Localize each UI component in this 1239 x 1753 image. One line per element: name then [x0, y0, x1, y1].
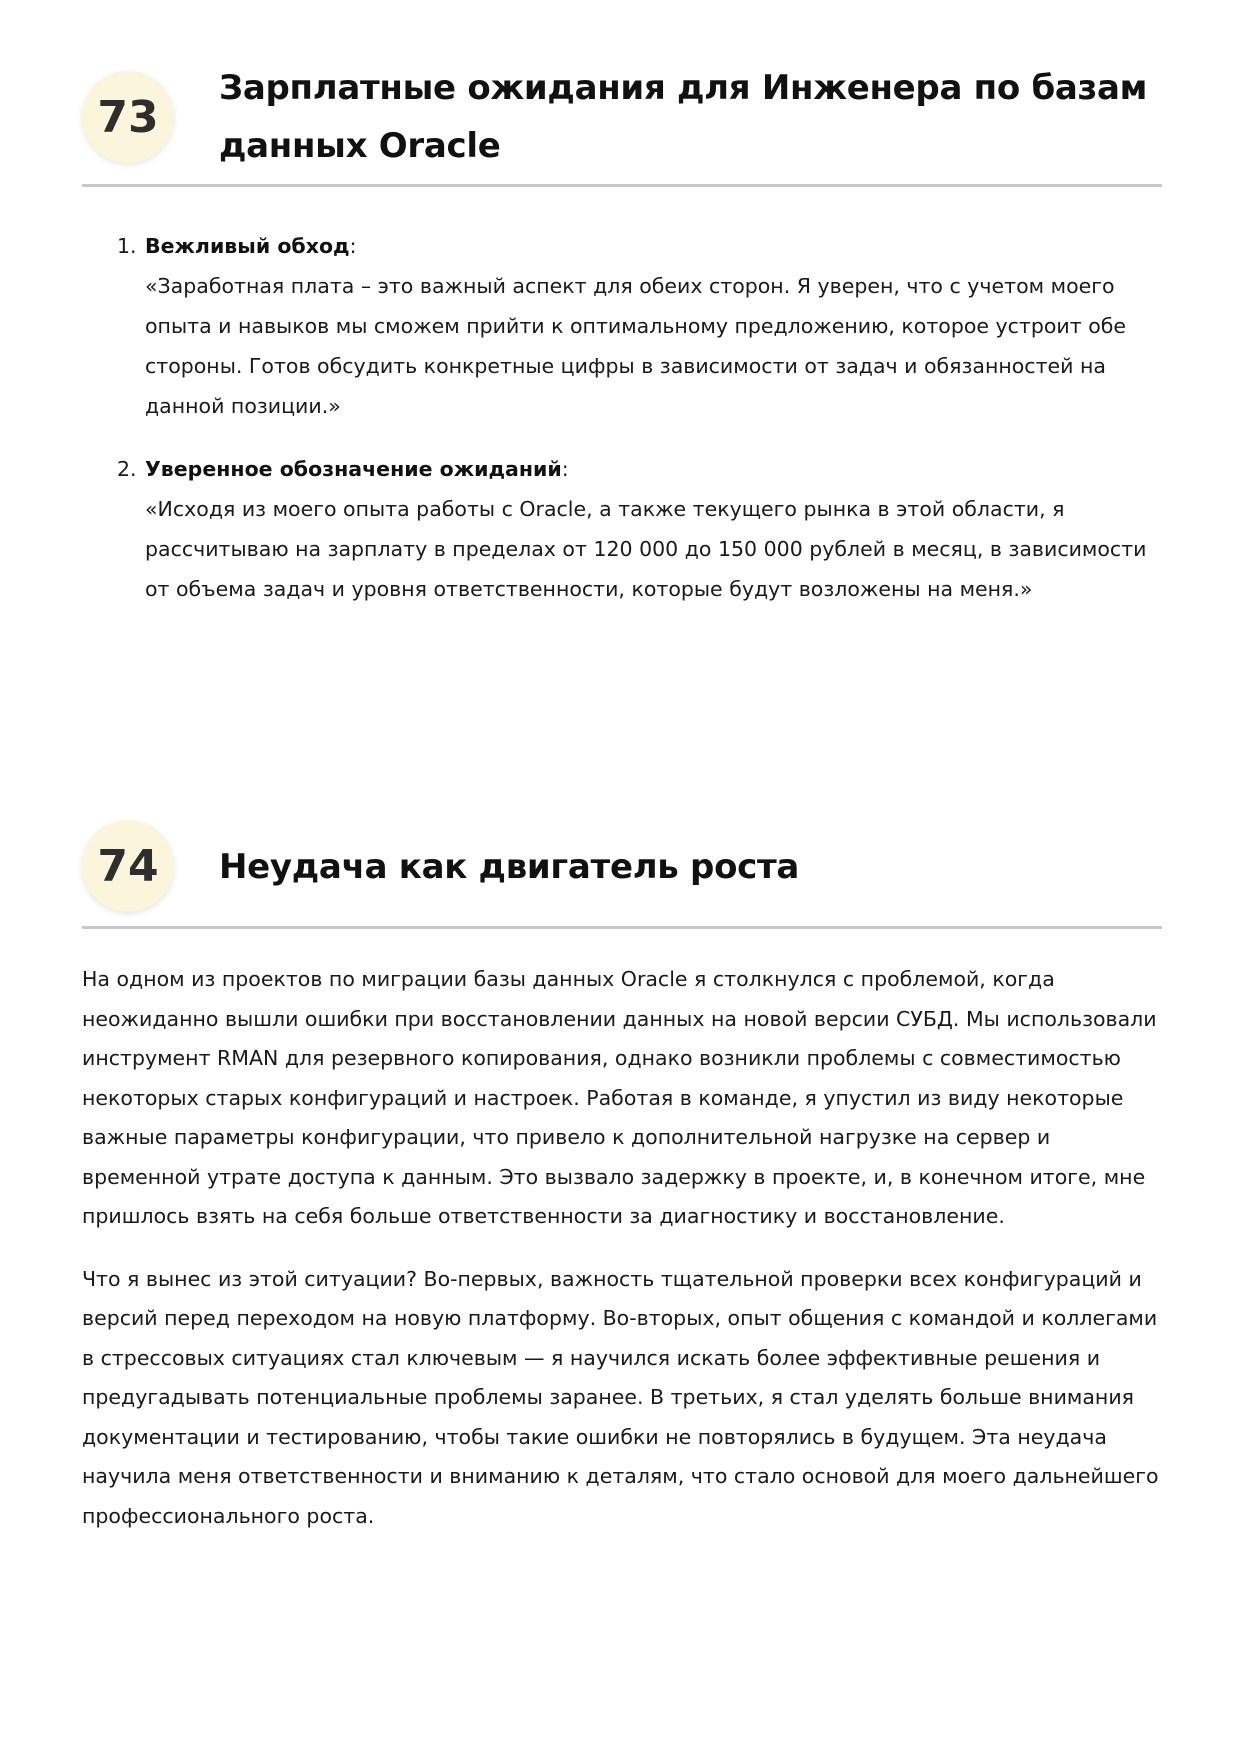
list-item-number: 1.: [117, 234, 137, 258]
list-item-colon: :: [349, 234, 357, 258]
answer-list: [82, 226, 1162, 609]
list-item-heading-text: Уверенное обозначение ожиданий: [145, 457, 562, 481]
section-number-badge: 74: [82, 820, 174, 912]
paragraph: На одном из проектов по миграции базы данных Oracle я столкнулся с проблемой, когда неожиданно вышли ошибки при восстановлении данных на новой версии СУБД. Мы использовали инструмент RMAN для резервного копирования, однако возникли проблемы с совместимостью некоторых старых конфигураций и настроек. Работая в команде, я упустил из виду некоторые важные параметры конфигурации, что привело к дополнительной нагрузке на сервер и временной утрате доступа к данным. Это вызвало задержку в проекте, и, в конечном итоге, мне пришлось взять на себя больше ответственности за диагностику и восстановление.: [82, 967, 1157, 1228]
section-header: [82, 56, 1162, 187]
section-title: Неудача как двигатель роста: [219, 847, 800, 887]
list-item: [82, 226, 1162, 426]
section-header: [82, 820, 1162, 929]
section-number-badge: 73: [82, 71, 174, 163]
list-item: [82, 449, 1162, 609]
section-73: [82, 56, 1162, 601]
paragraph: Что я вынес из этой ситуации? Во-первых, важность тщательной проверки всех конфигураций и версий перед переходом на новую платформу. Во-вторых, опыт общения с командой и коллегами в стрессовых ситуациях стал ключевым — я научился искать более эффективные решения и предугадывать потенциальные проблемы заранее. В третьих, я стал уделять больше внимания документации и тестированию, чтобы такие ошибки не повторялись в будущем. Эта неудача научила меня ответственности и вниманию к деталям, что стало основой для моего дальнейшего профессионального роста.: [82, 1266, 1159, 1528]
list-item-heading: [145, 449, 1162, 489]
list-item-heading-text: Вежливый обход: [145, 234, 350, 258]
section-74: [82, 820, 1162, 1528]
section-body: [82, 960, 1162, 1536]
list-item-number: 2.: [117, 457, 137, 481]
list-item-text: «Заработная плата – это важный аспект для обеих сторон. Я уверен, что с учетом моего опыта и навыков мы сможем прийти к оптимальному предложению, которое устроит обе стороны. Готов обсудить конкретные цифры в зависимости от задач и обязанностей на данной позиции.»: [145, 274, 1126, 418]
section-title: Зарплатные ожидания для Инженера по базам данных Oracle: [219, 68, 1148, 166]
list-item-text: «Исходя из моего опыта работы с Oracle, а также текущего рынка в этой области, я рассчитываю на зарплату в пределах от 120 000 до 150 000 рублей в месяц, в зависимости от объема задач и уровня ответственности, которые будут возложены на меня.»: [145, 497, 1147, 601]
list-item-heading: [145, 226, 1162, 266]
list-item-colon: :: [561, 457, 569, 481]
